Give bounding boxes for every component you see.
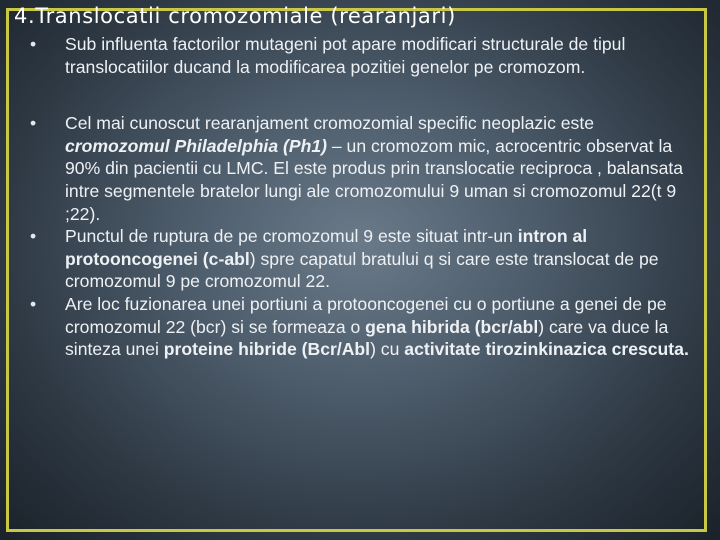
paragraph-gap <box>24 78 696 112</box>
bullet-marker: • <box>30 226 37 247</box>
text-run: Are loc fuzionarea unei portiuni a protooncogenei cu o portiune a genei de pe cromozomul 22 (bcr) si se formeaza o <box>65 293 667 337</box>
bold-text: proteine hibride (Bcr/Abl <box>163 339 371 360</box>
slide-title: 4.Translocatii cromozomiale (rearanjari) <box>14 4 456 28</box>
bullet-item-2 <box>24 112 696 225</box>
slide-body <box>24 33 696 361</box>
bullet-text <box>65 34 625 77</box>
bullet-list <box>24 112 696 361</box>
bullet-marker: • <box>30 113 37 134</box>
bullet-list <box>24 33 696 78</box>
bullet-marker: • <box>30 34 37 54</box>
text-run: Sub influenta factorilor mutageni pot apare modificari structurale de tipul translocatiilor ducand la modificarea pozitiei genelor pe cromozom. <box>65 34 626 77</box>
text-run: ) cu <box>370 339 405 360</box>
bold-text: activitate tirozinkinazica crescuta. <box>404 339 689 360</box>
text-run: – un cromozom mic, acrocentric observat la 90% din pacientii cu LMC. El este produs prin translocatie reciproca , balansata intre segmentele bratelor lungi ale cromozomului 9 uman si cromozomul 22(t 9 ;22). <box>65 135 684 224</box>
bullet-marker: • <box>30 293 37 314</box>
text-run: Punctul de ruptura de pe cromozomul 9 este situat intr-un <box>65 226 518 247</box>
bullet-item-4 <box>24 293 696 361</box>
bold-text: intron al protooncogenei (c-abl <box>65 226 588 269</box>
bullet-item-1 <box>24 33 696 78</box>
text-run: ) spre capatul bratului q si care este translocat de pe cromozomul 9 pe cromozomul 22. <box>65 248 659 292</box>
text-run: Cel mai cunoscut rearanjament cromozomial specific neoplazic este <box>65 113 595 134</box>
bold-text: gena hibrida (bcr/abl <box>365 316 539 337</box>
bullet-item-3 <box>24 225 696 293</box>
text-run: ) care va duce la sinteza unei <box>65 316 669 360</box>
bullet-text <box>65 294 689 359</box>
emphasis-text: cromozomul Philadelphia (Ph1) <box>65 135 327 156</box>
bullet-text <box>65 113 683 223</box>
bullet-text <box>65 226 659 291</box>
